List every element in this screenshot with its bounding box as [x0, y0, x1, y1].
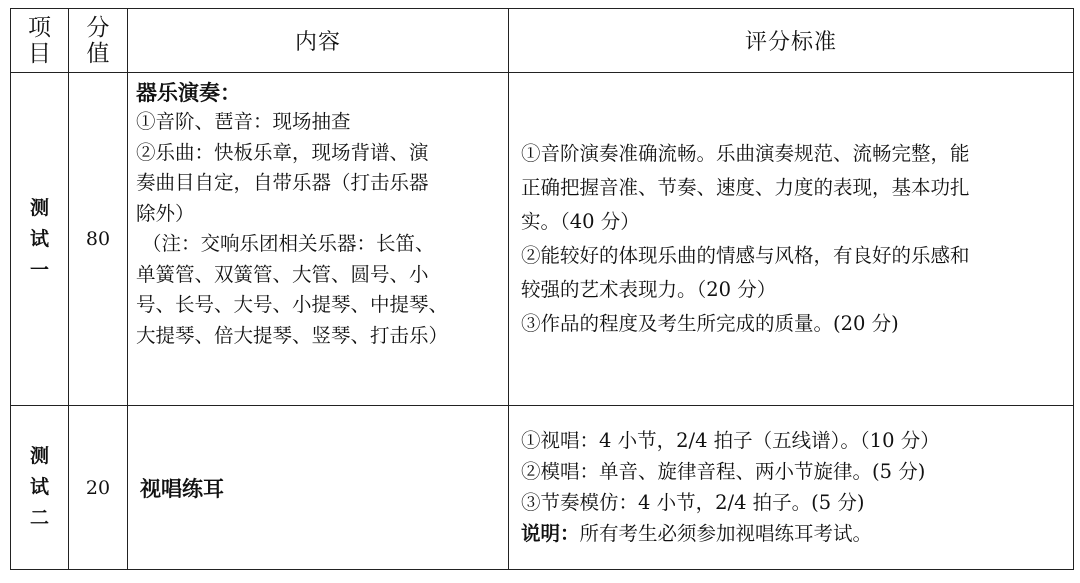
row2-criteria: [509, 406, 1074, 570]
table-row: [11, 73, 1074, 406]
row2-item-char-2: 试: [29, 476, 49, 498]
header-score-char-1: 分: [86, 14, 110, 41]
row1-content-line-8: 大提琴、倍大提琴、竖琴、打击乐）: [136, 323, 449, 347]
row2-note: [521, 518, 1063, 549]
header-score: [69, 9, 128, 73]
row2-criteria-line-3: ③节奏模仿：4 小节，2/4 拍子。(5 分): [521, 490, 865, 514]
header-item-char-1: 项: [28, 14, 51, 41]
header-score-char-2: 值: [86, 40, 110, 67]
row1-content-line-2: ②乐曲：快板乐章，现场背谱、演: [136, 140, 429, 164]
row2-item-char-3: 二: [29, 507, 49, 529]
header-item: [11, 9, 69, 73]
row1-content-line-4: 除外）: [136, 201, 195, 225]
row2-note-label: 说明：: [521, 521, 580, 545]
row2-content-title: 视唱练耳: [128, 406, 509, 570]
row1-criteria-line-2: 正确把握音准、节奏、速度、力度的表现，基本功扎: [521, 176, 970, 199]
row1-content-line-6: 单簧管、双簧管、大管、圆号、小: [136, 262, 429, 286]
row1-content-line-3: 奏曲目自定，自带乐器（打击乐器: [136, 171, 429, 194]
exam-table: [10, 8, 1074, 570]
row1-criteria-line-5: 较强的艺术表现力。（20 分）: [521, 278, 777, 301]
row1-criteria-line-1: ①音阶演奏准确流畅。乐曲演奏规范、流畅完整，能: [521, 142, 970, 165]
row1-content-line-7: 号、长号、大号、小提琴、中提琴、: [136, 293, 449, 316]
row2-item-char-1: 测: [29, 445, 49, 467]
row1-criteria: [509, 73, 1074, 406]
row1-item-char-2: 试: [29, 227, 49, 250]
row2-item: [11, 406, 69, 570]
row2-criteria-line-2: ②模唱：单音、旋律音程、两小节旋律。(5 分): [521, 459, 926, 483]
row1-content-line-1: ①音阶、琶音：现场抽查: [136, 110, 351, 133]
row1-content-line-5: （注：交响乐团相关乐器：长笛、: [142, 232, 435, 255]
row1-score: 80: [69, 73, 128, 406]
header-row: [11, 9, 1074, 73]
header-item-char-2: 目: [28, 40, 51, 67]
row1-criteria-line-3: 实。（40 分）: [521, 210, 640, 233]
header-criteria: 评分标准: [509, 9, 1074, 73]
row2-note-text: 所有考生必须参加视唱练耳考试。: [579, 521, 873, 545]
row2-score: 20: [69, 406, 128, 570]
row1-item: [11, 73, 69, 406]
row1-criteria-line-4: ②能较好的体现乐曲的情感与风格，有良好的乐感和: [521, 244, 970, 267]
row1-item-char-1: 测: [29, 196, 49, 219]
table-row: [11, 406, 1074, 570]
row1-content-title: 器乐演奏：: [136, 80, 241, 105]
header-content: 内容: [128, 9, 509, 73]
row1-content: [128, 73, 509, 406]
row1-criteria-line-6: ③作品的程度及考生所完成的质量。(20 分): [521, 312, 899, 335]
row1-item-char-3: 一: [29, 258, 49, 281]
row2-criteria-line-1: ①视唱：4 小节，2/4 拍子（五线谱）。（10 分）: [521, 428, 940, 452]
